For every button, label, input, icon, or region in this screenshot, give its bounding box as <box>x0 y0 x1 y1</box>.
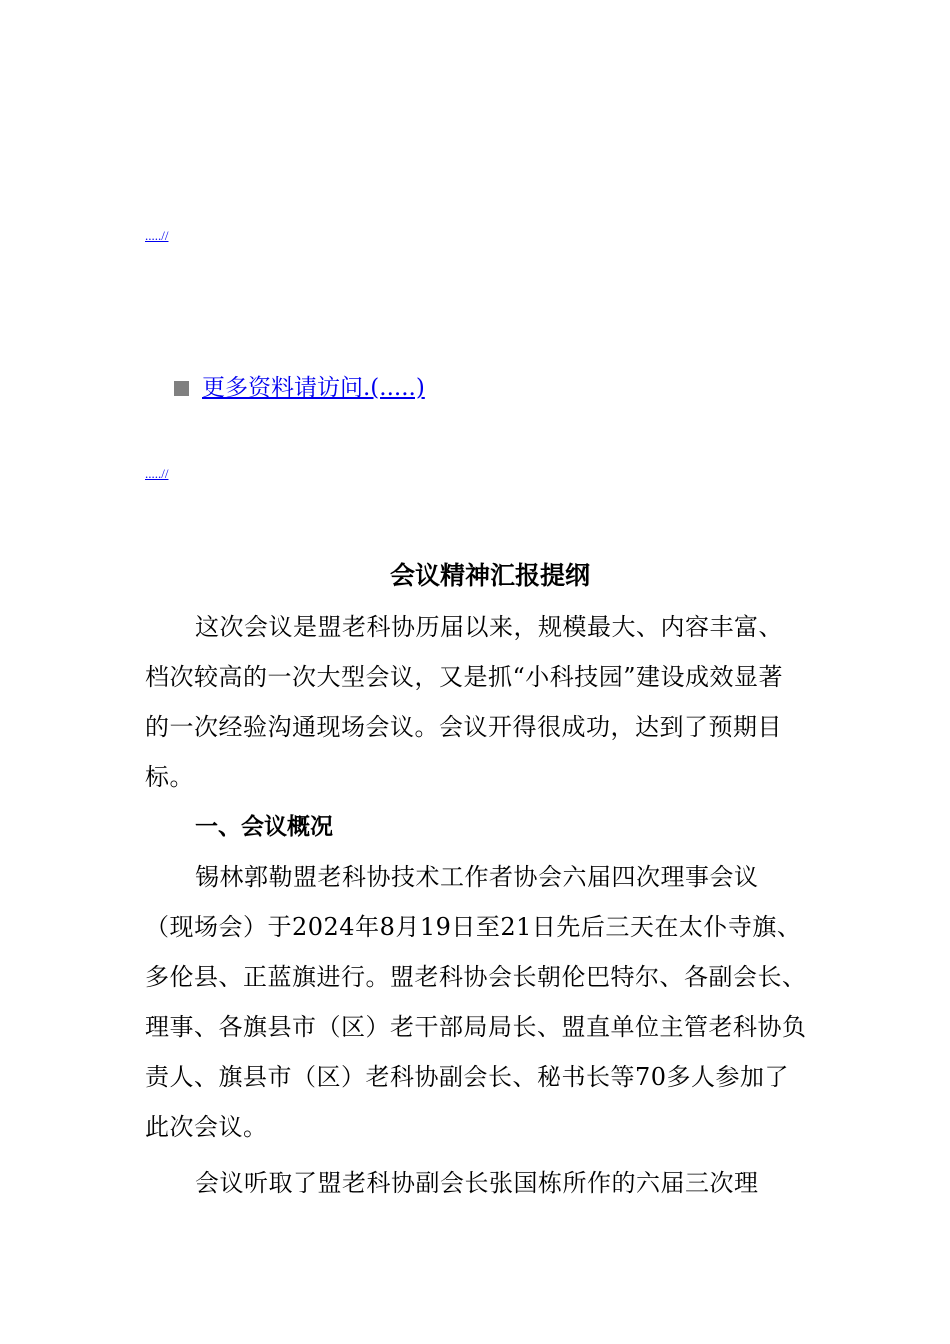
more-resources-item <box>174 374 425 402</box>
document-title: 会议精神汇报提纲 <box>389 561 590 590</box>
document-body <box>145 556 835 1208</box>
bottom-link[interactable]: .....// <box>145 466 169 481</box>
intro-paragraph: 这次会议是盟老科协历届以来，规模最大、内容丰富、档次较高的一次大型会议，又是抓“小科技园”建设成效显著的一次经验沟通现场会议。会议开得很成功，达到了预期目标。 <box>145 613 784 791</box>
top-link[interactable]: .....// <box>145 228 169 243</box>
more-resources-link[interactable]: 更多资料请访问.(.....) <box>202 375 425 401</box>
overview-paragraph: 锡林郭勒盟老科协技术工作者协会六届四次理事会议（现场会）于2024年8月19日至21日先后三天在太仆寺旗、多伦县、正蓝旗进行。盟老科协会长朝伦巴特尔、各副会长、理事、各旗县市（区）老干部局局长、盟直单位主管老科协负责人、旗县市（区）老科协副会长、秘书长等70多人参加了此次会议。 <box>145 863 807 1141</box>
report-paragraph: 会议听取了盟老科协副会长张国栋所作的六届三次理 <box>195 1169 759 1197</box>
section-heading: 一、会议概况 <box>195 814 333 840</box>
square-bullet-icon <box>174 381 189 396</box>
